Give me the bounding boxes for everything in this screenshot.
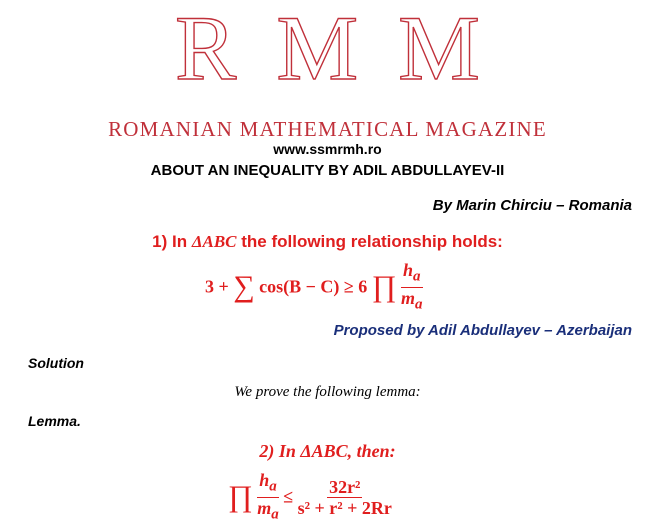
- fraction-numerator: [401, 260, 423, 288]
- den-sub: a: [415, 296, 423, 313]
- fraction-ha-ma-2: [257, 470, 279, 524]
- formula-2: [228, 470, 392, 524]
- rhs-numerator: 32r²: [329, 476, 361, 497]
- fraction-2-denominator: [257, 498, 279, 525]
- relation-symbol: ≤: [283, 486, 294, 507]
- num-sub: a: [413, 268, 421, 285]
- problem-1-prefix: 1) In: [152, 232, 192, 251]
- lemma-label: Lemma.: [28, 413, 81, 429]
- den-base-2: m: [257, 497, 272, 518]
- num-base: h: [402, 260, 413, 280]
- num-base-2: h: [259, 470, 270, 490]
- formula-1: [205, 260, 423, 314]
- formula-1-lhs: 3 +: [205, 276, 234, 297]
- article-title: ABOUT AN INEQUALITY BY ADIL ABDULLAYEV-II: [150, 162, 505, 179]
- lemma-intro: We prove the following lemma:: [234, 384, 421, 400]
- rmm-logo: [0, 0, 655, 99]
- fraction-denominator: [401, 288, 423, 315]
- solution-label: Solution: [28, 355, 84, 371]
- den-base: m: [400, 287, 415, 308]
- website-link[interactable]: www.ssmrmh.ro: [273, 141, 382, 157]
- sum-symbol: ∑: [233, 270, 255, 304]
- formula-1-expr: cos(B − C) ≥ 6: [259, 276, 368, 297]
- den-sub-2: a: [271, 506, 279, 523]
- problem-1-suffix: the following relationship holds:: [236, 232, 503, 251]
- fraction-ha-ma: [401, 260, 423, 314]
- article-author: By Marin Chirciu – Romania: [432, 197, 632, 214]
- rhs-denominator: s² + r² + 2Rr: [297, 497, 392, 518]
- product-symbol: ∏: [371, 270, 397, 304]
- product-symbol-2: ∏: [228, 480, 253, 514]
- proposed-by: Proposed by Adil Abdullayev – Azerbaijan: [333, 322, 632, 339]
- fraction-2-numerator: [257, 470, 279, 498]
- problem-1-triangle: ΔABC: [191, 232, 237, 251]
- problem-2-statement: 2) In ΔABC, then:: [259, 441, 396, 461]
- problem-1-statement: [0, 232, 655, 252]
- fraction-rhs: [298, 477, 392, 518]
- num-sub-2: a: [269, 478, 277, 495]
- logo-text: RMM: [175, 0, 520, 99]
- magazine-name: ROMANIAN MATHEMATICAL MAGAZINE: [108, 117, 547, 141]
